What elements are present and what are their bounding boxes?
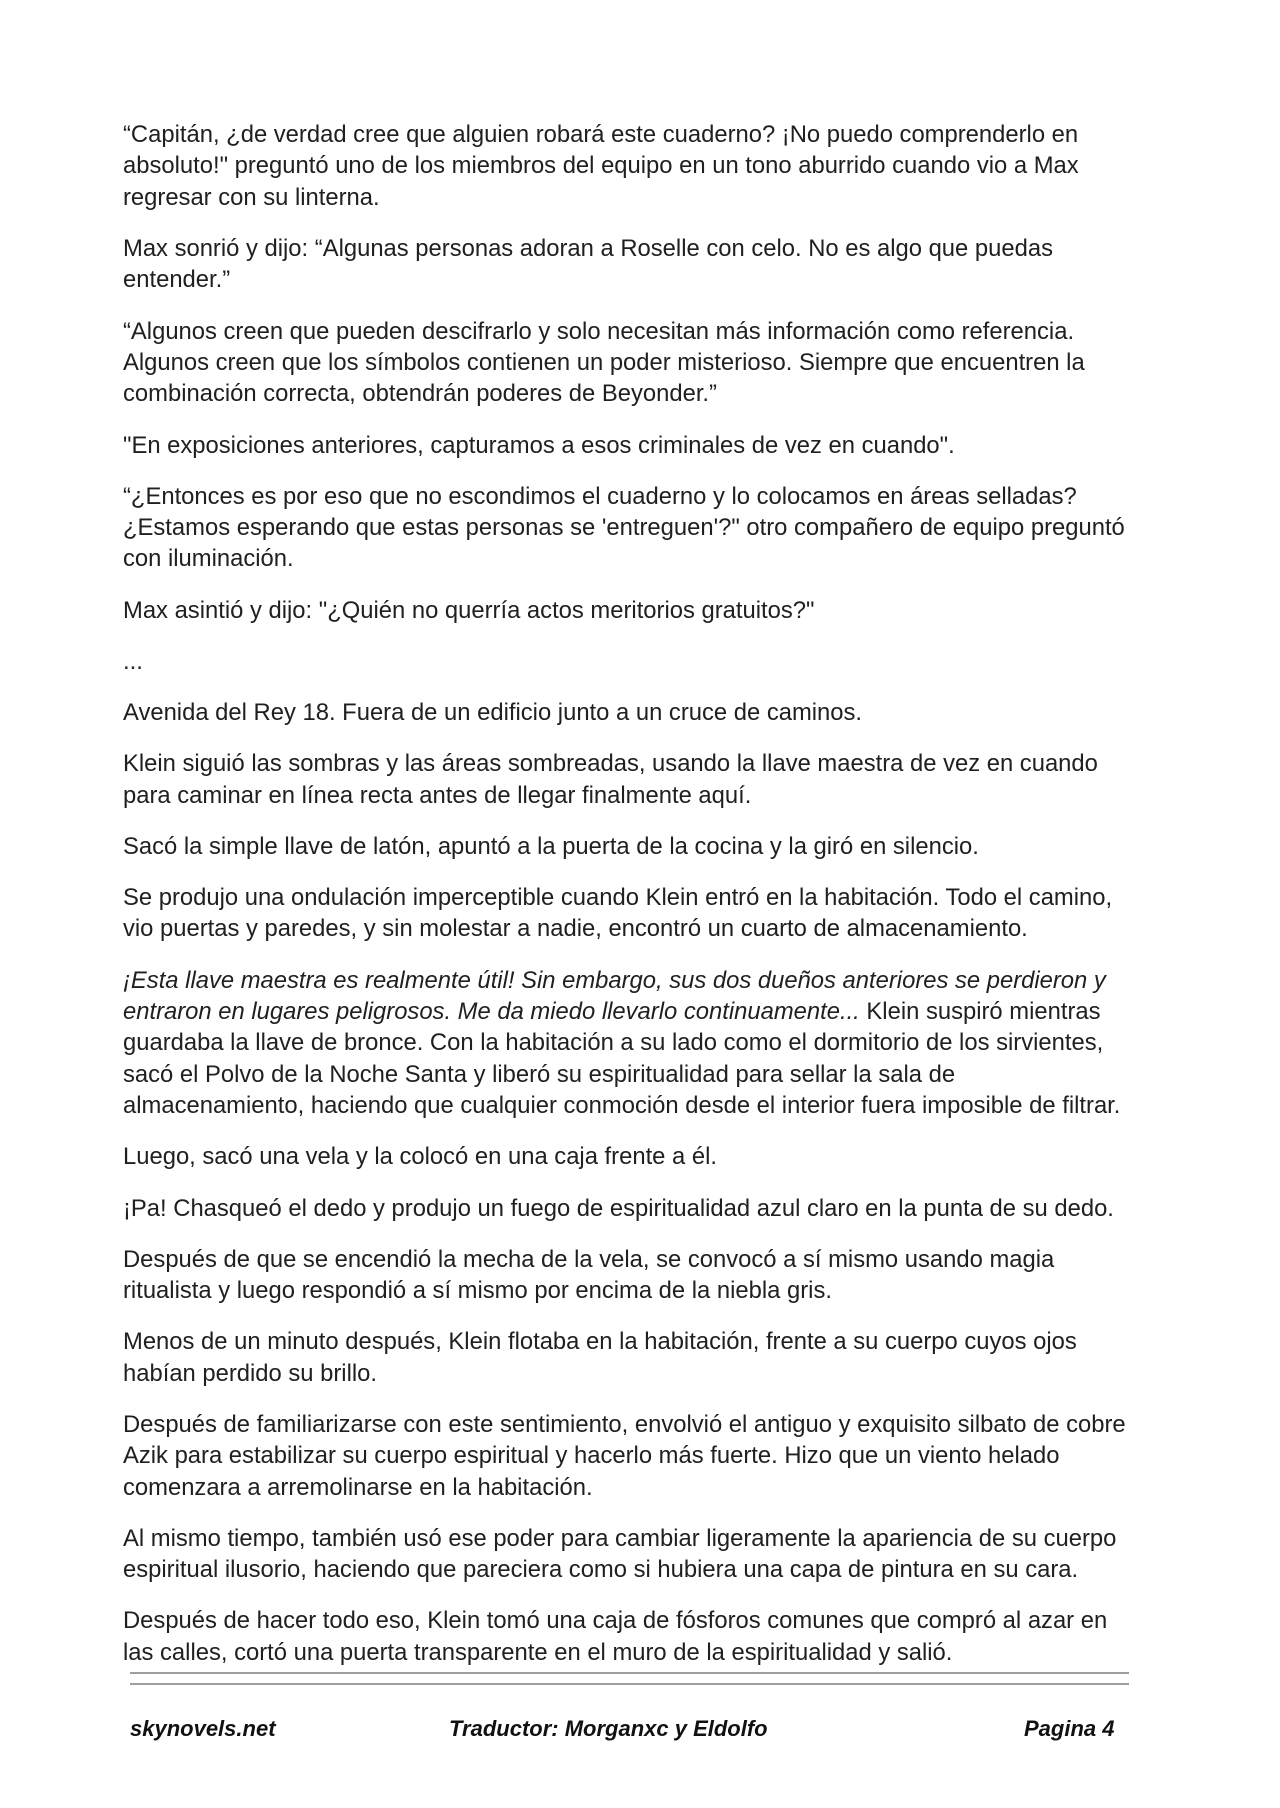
text-line: para caminar en línea recta antes de llegar finalmente aquí.	[123, 781, 752, 809]
italic-thought-text: entraron en lugares peligrosos. Me da miedo llevarlo continuamente...	[123, 997, 860, 1025]
paragraph	[123, 882, 1163, 945]
text-line: con iluminación.	[123, 545, 294, 573]
text-line: Después de que se encendió la mecha de la vela, se convocó a sí mismo usando magia	[123, 1245, 1055, 1273]
paragraph	[123, 697, 1163, 728]
paragraph	[123, 481, 1163, 575]
text-line: ...	[123, 647, 143, 675]
scene-break	[123, 646, 1163, 677]
text-line: Avenida del Rey 18. Fuera de un edificio junto a un cruce de caminos.	[123, 699, 863, 727]
text-line: “¿Entonces es por eso que no escondimos el cuaderno y lo colocamos en áreas selladas?	[123, 482, 1077, 510]
text-line: Después de hacer todo eso, Klein tomó una caja de fósforos comunes que compró al azar en	[123, 1607, 1108, 1635]
italic-thought-text: ¡Esta llave maestra es realmente útil! Sin embargo, sus dos dueños anteriores se perdieron y	[123, 966, 1106, 994]
paragraph	[123, 316, 1163, 410]
footer-site-name: skynovels.net	[130, 1716, 276, 1741]
text-line: sacó el Polvo de la Noche Santa y liberó su espiritualidad para sellar la sala de	[123, 1060, 956, 1088]
text-line: regresar con su linterna.	[123, 183, 380, 211]
footer-page-number: Pagina 4	[1024, 1716, 1115, 1741]
footer-translator: Traductor: Morganxc y Eldolfo	[449, 1716, 768, 1741]
text-segment: Klein suspiró mientras	[859, 997, 1101, 1025]
paragraph	[123, 1409, 1163, 1503]
paragraph	[123, 595, 1163, 626]
text-line: ritualista y luego respondió a sí mismo por encima de la niebla gris.	[123, 1277, 832, 1305]
document-body	[123, 119, 1163, 1688]
text-line: Max asintió y dijo: "¿Quién no querría actos meritorios gratuitos?"	[123, 596, 815, 624]
paragraph	[123, 233, 1163, 296]
text-line: Se produjo una ondulación imperceptible cuando Klein entró en la habitación. Todo el camino,	[123, 884, 1113, 911]
paragraph	[123, 1523, 1163, 1586]
text-line: Max sonrió y dijo: “Algunas personas adoran a Roselle con celo. No es algo que puedas	[123, 234, 1053, 262]
text-line	[123, 996, 1163, 1027]
footer-rule-bottom	[130, 1683, 1129, 1685]
paragraph	[123, 965, 1163, 1122]
text-line: almacenamiento, haciendo que cualquier conmoción desde el interior fuera imposible de filtrar.	[123, 1092, 1121, 1120]
paragraph	[123, 748, 1163, 811]
paragraph	[123, 1193, 1163, 1224]
text-line: Al mismo tiempo, también usó ese poder para cambiar ligeramente la apariencia de su cuerpo	[123, 1524, 1117, 1552]
text-line: Azik para estabilizar su cuerpo espiritual y hacerlo más fuerte. Hizo que un viento helado	[123, 1442, 1060, 1470]
text-line: comenzara a arremolinarse en la habitación.	[123, 1473, 593, 1501]
text-line: Después de familiarizarse con este sentimiento, envolvió el antiguo y exquisito silbato de cobre	[123, 1410, 1126, 1438]
text-line: Luego, sacó una vela y la colocó en una caja frente a él.	[123, 1143, 718, 1171]
text-line: guardaba la llave de bronce. Con la habitación a su lado como el dormitorio de los sirvientes,	[123, 1029, 1104, 1057]
text-line: ¿Estamos esperando que estas personas se 'entreguen'?" otro compañero de equipo preguntó	[123, 514, 1125, 542]
text-line: ¡Pa! Chasqueó el dedo y produjo un fuego de espiritualidad azul claro en la punta de su dedo.	[123, 1194, 1114, 1222]
paragraph	[123, 1605, 1163, 1668]
footer-rule-top	[130, 1672, 1129, 1674]
text-line: Sacó la simple llave de latón, apuntó a la puerta de la cocina y la giró en silencio.	[123, 832, 979, 860]
text-line: combinación correcta, obtendrán poderes de Beyonder.”	[123, 380, 717, 408]
text-line: habían perdido su brillo.	[123, 1359, 378, 1387]
text-line: vio puertas y paredes, y sin molestar a nadie, encontró un cuarto de almacenamiento.	[123, 915, 1028, 943]
text-line: Menos de un minuto después, Klein flotaba en la habitación, frente a su cuerpo cuyos ojos	[123, 1328, 1077, 1356]
text-line: espiritual ilusorio, haciendo que pareciera como si hubiera una capa de pintura en su cara.	[123, 1556, 1079, 1584]
text-line: “Capitán, ¿de verdad cree que alguien robará este cuaderno? ¡No puedo comprenderlo en	[123, 121, 1079, 148]
paragraph	[123, 1244, 1163, 1307]
paragraph	[123, 1326, 1163, 1389]
text-line: las calles, cortó una puerta transparente en el muro de la espiritualidad y salió.	[123, 1638, 953, 1666]
paragraph	[123, 119, 1163, 213]
text-line: Klein siguió las sombras y las áreas sombreadas, usando la llave maestra de vez en cuando	[123, 750, 1098, 778]
text-line: Algunos creen que los símbolos contienen un poder misterioso. Siempre que encuentren la	[123, 348, 1085, 376]
text-line: "En exposiciones anteriores, capturamos a esos criminales de vez en cuando".	[123, 431, 955, 459]
text-line: entender.”	[123, 266, 231, 294]
paragraph	[123, 1141, 1163, 1172]
text-line	[123, 965, 1163, 996]
paragraph	[123, 430, 1163, 461]
text-line: “Algunos creen que pueden descifrarlo y solo necesitan más información como referencia.	[123, 317, 1075, 345]
paragraph	[123, 831, 1163, 862]
text-line: absoluto!" preguntó uno de los miembros del equipo en un tono aburrido cuando vio a Max	[123, 152, 1079, 180]
